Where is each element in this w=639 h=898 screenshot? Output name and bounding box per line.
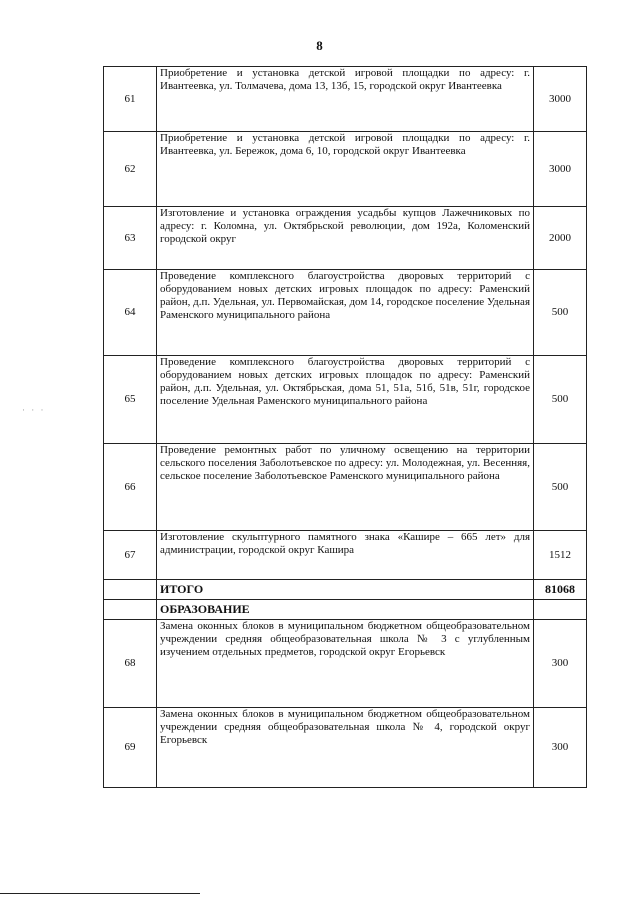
table-row bbox=[104, 132, 587, 207]
row-number: 66 bbox=[104, 444, 157, 531]
total-row bbox=[104, 580, 587, 600]
row-amount: 300 bbox=[534, 620, 587, 708]
total-empty-cell bbox=[104, 580, 157, 600]
footnote-rule bbox=[0, 893, 200, 894]
row-description: Изготовление скульптурного памятного знака «Кашире – 665 лет» для администрации, городской округ Кашира bbox=[157, 531, 534, 580]
row-amount: 500 bbox=[534, 270, 587, 356]
row-description: Приобретение и установка детской игровой площадки по адресу: г. Ивантеевка, ул. Толмачева, дома 13, 13б, 15, городской округ Ивантеевка bbox=[157, 67, 534, 132]
table-row bbox=[104, 356, 587, 444]
row-amount: 300 bbox=[534, 708, 587, 788]
row-description: Проведение комплексного благоустройства дворовых территорий с оборудованием новых детских игровых площадок по адресу: Раменский район, д.п. Удельная, ул. Первомайская, дом 14, городское поселение Удельная Раменского муниципального района bbox=[157, 270, 534, 356]
table-row bbox=[104, 270, 587, 356]
row-description: Приобретение и установка детской игровой площадки по адресу: г. Ивантеевка, ул. Бережок, дома 6, 10, городской округ Ивантеевка bbox=[157, 132, 534, 207]
row-description: Проведение ремонтных работ по уличному освещению на территории сельского поселения Заболотьевское по адресу: ул. Молодежная, ул. Весенняя, сельское поселение Заболотьевское Раменского муниципального района bbox=[157, 444, 534, 531]
row-description: Проведение комплексного благоустройства дворовых территорий с оборудованием новых детских игровых площадок по адресу: Раменский район, д.п. Удельная, ул. Октябрьская, дома 51, 51а, 51б, 51в, 51г, городское поселение Удельная Раменского муниципального района bbox=[157, 356, 534, 444]
page-number: 8 bbox=[316, 38, 323, 53]
row-amount: 1512 bbox=[534, 531, 587, 580]
row-number: 62 bbox=[104, 132, 157, 207]
row-amount: 3000 bbox=[534, 67, 587, 132]
row-amount: 2000 bbox=[534, 207, 587, 270]
section-title: ОБРАЗОВАНИЕ bbox=[157, 600, 534, 620]
row-number: 68 bbox=[104, 620, 157, 708]
section-row bbox=[104, 600, 587, 620]
row-amount: 500 bbox=[534, 444, 587, 531]
row-number: 65 bbox=[104, 356, 157, 444]
budget-table bbox=[103, 66, 587, 788]
row-description: Замена оконных блоков в муниципальном бюджетном общеобразовательном учреждении средняя общеобразовательная школа № 4, городской округ Егорьевск bbox=[157, 708, 534, 788]
row-amount: 500 bbox=[534, 356, 587, 444]
section-empty-cell bbox=[104, 600, 157, 620]
row-description: Изготовление и установка ограждения усадьбы купцов Лажечниковых по адресу: г. Коломна, ул. Октябрьской революции, дом 192а, Коломенский городской округ bbox=[157, 207, 534, 270]
table-row bbox=[104, 444, 587, 531]
row-number: 64 bbox=[104, 270, 157, 356]
total-label: ИТОГО bbox=[157, 580, 534, 600]
row-number: 61 bbox=[104, 67, 157, 132]
total-amount: 81068 bbox=[534, 580, 587, 600]
table-row bbox=[104, 207, 587, 270]
row-amount: 3000 bbox=[534, 132, 587, 207]
row-number: 67 bbox=[104, 531, 157, 580]
row-description: Замена оконных блоков в муниципальном бюджетном общеобразовательном учреждении средняя общеобразовательная школа № 3 с углубленным изучением отдельных предметов, городской округ Егорьевск bbox=[157, 620, 534, 708]
row-number: 69 bbox=[104, 708, 157, 788]
section-empty-amount bbox=[534, 600, 587, 620]
table-row bbox=[104, 67, 587, 132]
table-row bbox=[104, 620, 587, 708]
table-row bbox=[104, 531, 587, 580]
table-row bbox=[104, 708, 587, 788]
row-number: 63 bbox=[104, 207, 157, 270]
margin-scan-marks: · · · bbox=[22, 405, 46, 415]
